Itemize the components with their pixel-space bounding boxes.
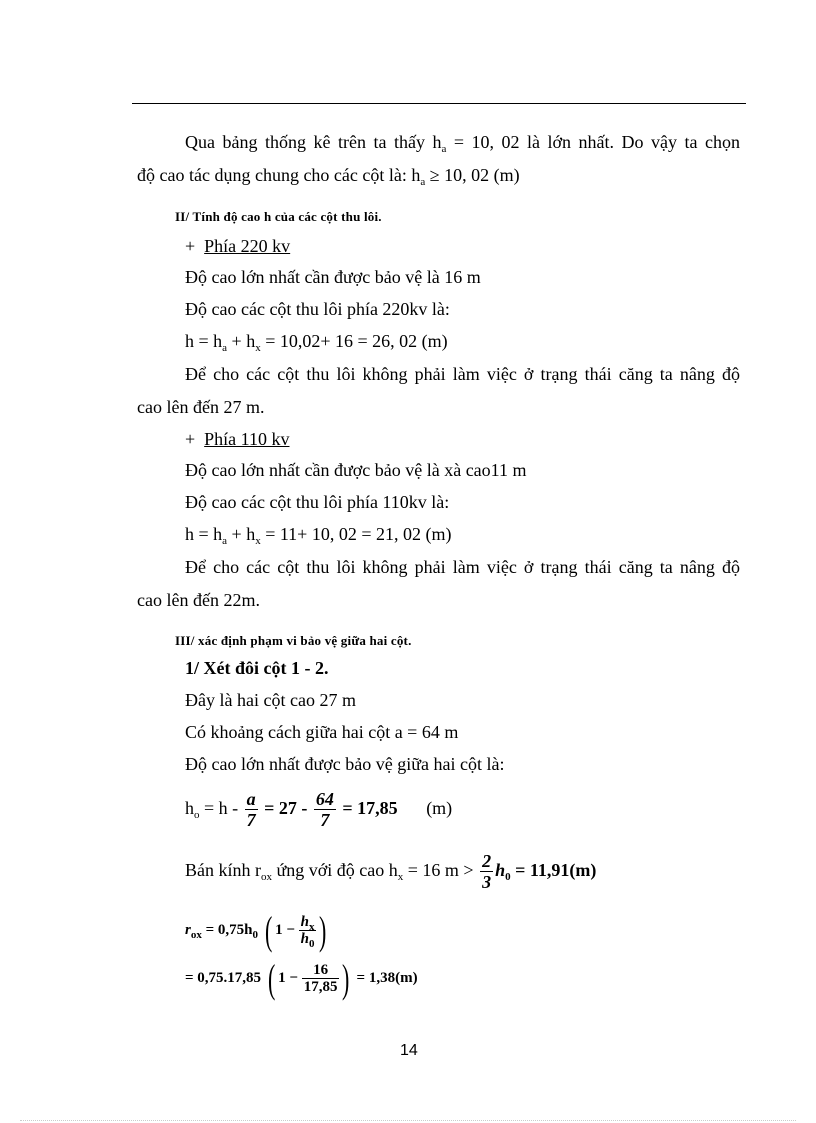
paragraph-110-line-2: cao lên đến 22m. <box>137 590 260 610</box>
equation-220: $h = h_a + h_x = 10,02+ 16 = 26$, 02 (m) <box>185 331 448 354</box>
line-sub1-b: Có khoảng cách giữa hai cột a = 64 m <box>185 722 459 742</box>
item-110kv-heading: + Phía 110 kv <box>185 429 290 449</box>
item-220kv-heading: + Phía 220 kv <box>185 236 291 256</box>
section-2-heading: II/ Tính độ cao h của các cột thu lôi. <box>175 209 382 224</box>
line-sub1-a: Đây là hai cột cao 27 m <box>185 690 356 710</box>
section-3-heading: III/ xác định phạm vi bảo vệ giữa hai cột. <box>175 633 412 648</box>
page-bottom-border <box>20 1120 796 1121</box>
subsection-1-heading: 1/ Xét đôi cột 1 - 2. <box>185 658 329 678</box>
page-number: 14 <box>400 1042 418 1059</box>
line-110-1: Độ cao lớn nhất cần được bảo vệ là xà cao11 m <box>185 460 527 480</box>
line-110-2: Độ cao các cột thu lôi phía 110kv là: <box>185 492 450 512</box>
paragraph-110-line-1: Để cho các cột thu lôi không phải làm việc ở trạng thái căng ta nâng độ <box>185 557 740 577</box>
equation-h0: $h_o = h$ - $\frac{a}{7}$ = 27 - $\frac{64}{7}$ = 17,85 (m) <box>185 789 453 831</box>
paragraph-220-line-1: Để cho các cột thu lôi không phải làm việc ở trạng thái căng ta nâng độ <box>185 364 740 384</box>
equation-rox-condition: Bán kính $r_{ox}$ ứng với độ cao $h_x = 16$ m > $\frac{2}{3}$ $h_0 = 11,91(m)$ <box>185 851 597 893</box>
formula-rox: $r_{ox} = 0,75h_0$ ( 1 − $\frac{h_x}{h_0}$ ) <box>185 907 327 953</box>
formula-rox-value: = 0,75.17,85 ( 1 − $\frac{16}{17,85}$ ) = 1,38(m) <box>185 955 418 1001</box>
line-sub1-c: Độ cao lớn nhất được bảo vệ giữa hai cột là: <box>185 754 505 774</box>
paragraph-1-line-1: Qua bảng thống kê trên ta thấy $h_a = 10$, 02 là lớn nhất. Do vậy ta chọn <box>185 132 740 155</box>
line-220-2: Độ cao các cột thu lôi phía 220kv là: <box>185 299 450 319</box>
paragraph-220-line-2: cao lên đến 27 m. <box>137 397 265 417</box>
line-220-1: Độ cao lớn nhất cần được bảo vệ là 16 m <box>185 267 481 287</box>
header-rule <box>132 103 746 104</box>
paragraph-1-line-2: độ cao tác dụng chung cho các cột là: $h_a \ge 10$, 02 (m) <box>137 165 520 188</box>
equation-110: $h = h_a + h_x = 11+ 10$, 02 = 21, 02 (m) <box>185 524 452 547</box>
